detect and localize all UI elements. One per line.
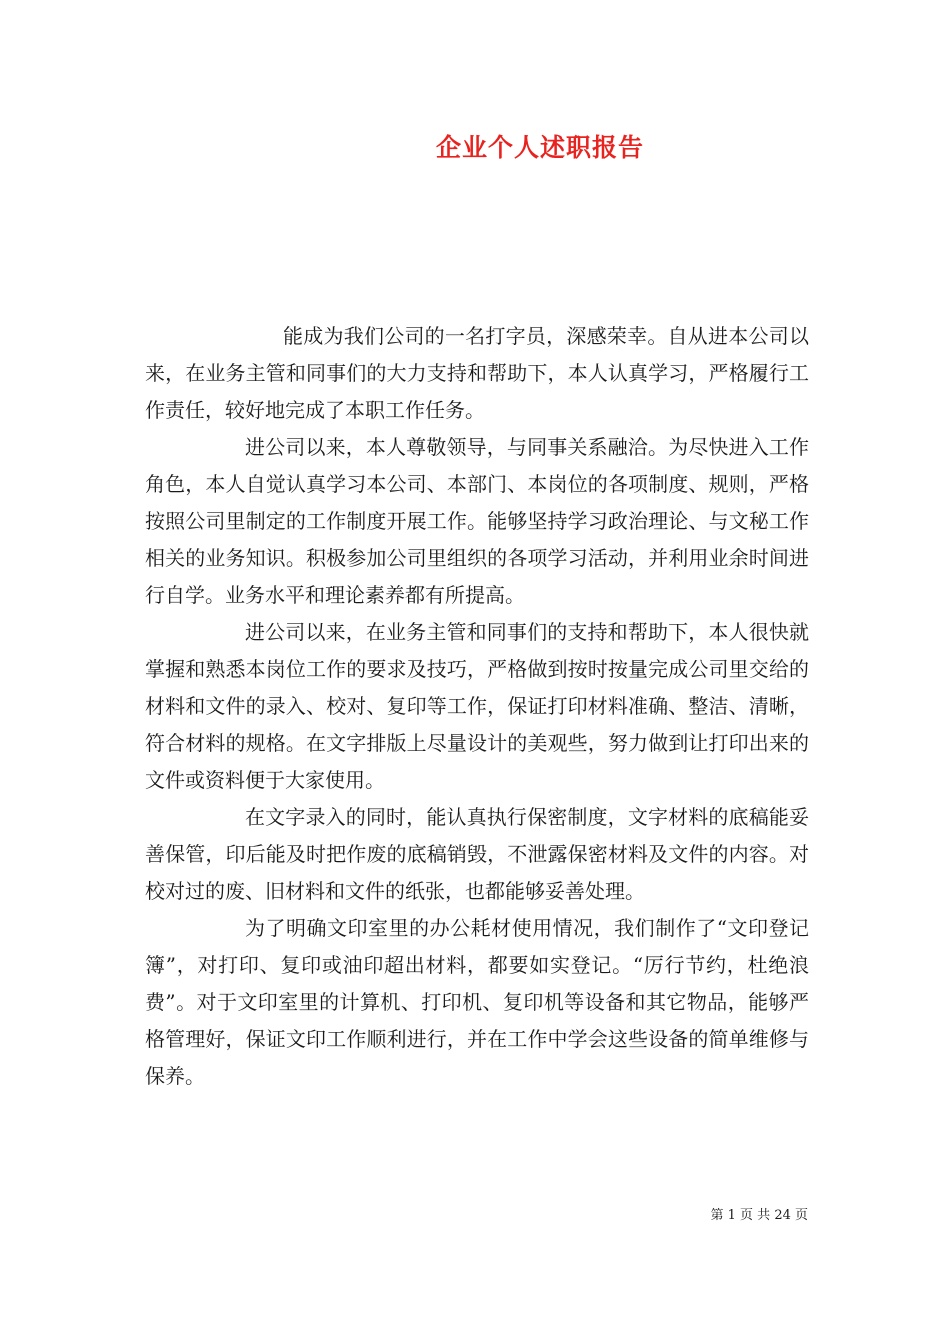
paragraph-5: 为了明确文印室里的办公耗材使用情况，我们制作了“文印登记簿”，对打印、复印或油印超出材料，都要如实登记。“厉行节约，杜绝浪费”。对于文印室里的计算机、打印机、复印机等设备和其它物品，能够严格管理好，保证文印工作顺利进行，并在工作中学会这些设备的简单维修与保养。 <box>145 916 809 1088</box>
paragraph-4: 在文字录入的同时，能认真执行保密制度，文字材料的底稿能妥善保管，印后能及时把作废的底稿销毁，不泄露保密材料及文件的内容。对校对过的废、旧材料和文件的纸张，也都能够妥善处理。 <box>145 805 809 903</box>
document-body <box>145 318 809 1095</box>
paragraph-1: 能成为我们公司的一名打字员，深感荣幸。自从进本公司以来，在业务主管和同事们的大力支持和帮助下，本人认真学习，严格履行工作责任，较好地完成了本职工作任务。 <box>145 324 809 422</box>
document-title: 企业个人述职报告 <box>435 133 644 162</box>
paragraph-3: 进公司以来，在业务主管和同事们的支持和帮助下，本人很快就掌握和熟悉本岗位工作的要求及技巧，严格做到按时按量完成公司里交给的材料和文件的录入、校对、复印等工作，保证打印材料准确、整洁、清晰，符合材料的规格。在文字排版上尽量设计的美观些，努力做到让打印出来的文件或资料便于大家使用。 <box>145 620 809 792</box>
page-number-footer: 第 1 页 共 24 页 <box>710 1208 808 1223</box>
paragraph-2: 进公司以来，本人尊敬领导，与同事关系融洽。为尽快进入工作角色，本人自觉认真学习本公司、本部门、本岗位的各项制度、规则，严格按照公司里制定的工作制度开展工作。能够坚持学习政治理论、与文秘工作相关的业务知识。积极参加公司里组织的各项学习活动，并利用业余时间进行自学。业务水平和理论素养都有所提高。 <box>145 435 809 607</box>
